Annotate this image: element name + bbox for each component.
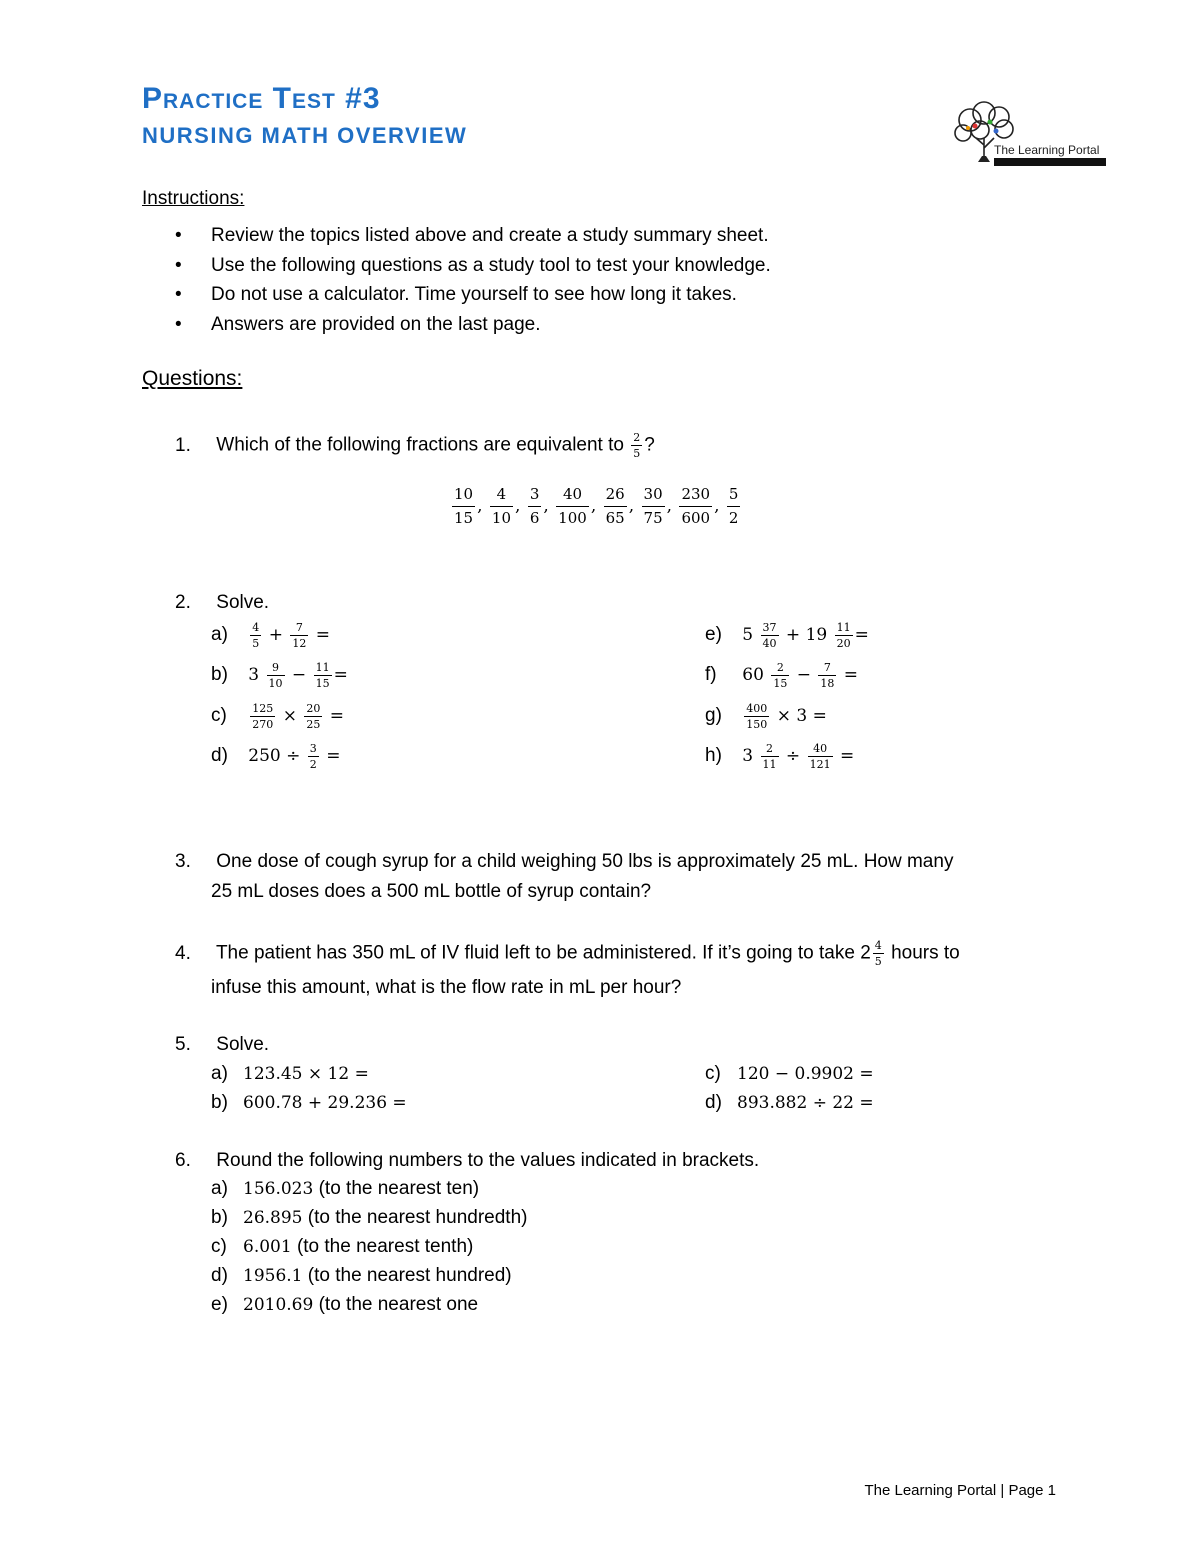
question-text: Round the following numbers to the values indicated in brackets. [216, 1150, 760, 1171]
question-1: 1. Which of the following fractions are equivalent to $\frac{2}{5}$ ? [175, 431, 655, 460]
question-2 [175, 592, 269, 614]
q2-item-a: a) $\frac{4}{5}$ + $\frac{7}{12}$ = [211, 621, 330, 650]
fraction: $\frac{9}{10}$ [268, 661, 283, 690]
fraction: $\frac{125}{270}$ [252, 702, 274, 731]
fraction: $\frac{26}{65}$ [605, 485, 625, 527]
fraction: $\frac{5}{2}$ [728, 485, 739, 527]
question-3-line-2: 25 mL doses does a 500 mL bottle of syrup contain? [211, 881, 652, 902]
question-4: 4. The patient has 350 mL of IV fluid left to be administered. If it’s going to take 2 $\frac{4}{5}$ hours to [175, 939, 960, 968]
q2-item-d: d) 250 ÷ $\frac{3}{2}$ = [211, 742, 341, 771]
question-number: 3. [175, 851, 191, 872]
q2-item-c: c) $\frac{125}{270}$ × $\frac{20}{25}$ = [211, 702, 344, 731]
q1-fraction-list: $\frac{10}{15}$ , $\frac{4}{10}$ , $\frac{3}{6}$ , $\frac{40}{100}$ , $\frac{26}{65}$ , $\frac{30}{75}$ , $\frac{230}{600}$ , $\frac{5}{2}$ [454, 485, 739, 527]
page-footer: The Learning Portal | Page 1 [864, 1482, 1056, 1499]
list-item: • Review the topics listed above and create a study summary sheet. [175, 225, 769, 246]
question-number: 5. [175, 1034, 191, 1055]
q2-item-h: h) 3 $\frac{2}{11}$ ÷ $\frac{40}{121}$ = [705, 742, 855, 771]
fraction: $\frac{4}{5}$ [874, 939, 882, 968]
fraction: $\frac{30}{75}$ [643, 485, 663, 527]
logo-text: The Learning Portal [994, 143, 1100, 157]
q6-item-e: e) 2010.69 (to the nearest one [211, 1294, 479, 1315]
instructions-list [175, 225, 771, 343]
fraction: $\frac{11}{15}$ [315, 661, 330, 690]
fraction: $\frac{2}{5}$ [633, 431, 641, 460]
page-title [142, 82, 381, 116]
q6-item-c: c) 6.001 (to the nearest tenth) [211, 1236, 474, 1257]
fraction: $\frac{7}{12}$ [292, 621, 307, 650]
list-item: • Do not use a calculator. Time yourself to see how long it takes. [175, 284, 737, 305]
q6-item-a: a) 156.023 (to the nearest ten) [211, 1178, 480, 1199]
question-number: 6. [175, 1150, 191, 1171]
question-text: Solve. [216, 592, 270, 613]
fraction: $\frac{2}{15}$ [773, 661, 788, 690]
question-text: The patient has 350 mL of IV fluid left to be administered. If it’s going to take [215, 942, 855, 964]
fraction: $\frac{4}{5}$ [252, 621, 260, 650]
fraction: $\frac{7}{18}$ [820, 661, 835, 690]
question-5 [175, 1034, 269, 1056]
q2-item-f: f) 60 $\frac{2}{15}$ − $\frac{7}{18}$ = [705, 661, 859, 690]
fraction: $\frac{11}{20}$ [836, 621, 851, 650]
question-text: Solve. [216, 1034, 270, 1055]
learning-portal-logo [950, 100, 1110, 170]
q6-item-b: b) 26.895 (to the nearest hundredth) [211, 1207, 528, 1228]
question-4-line-2: infuse this amount, what is the flow rate in mL per hour? [211, 977, 682, 998]
question-6 [175, 1150, 759, 1172]
question-text: One dose of cough syrup for a child weighing 50 lbs is approximately 25 mL. How many [216, 851, 954, 872]
bullet-icon: • [175, 254, 182, 276]
page-subtitle: NURSING MATH OVERVIEW [142, 123, 468, 148]
bullet-icon: • [175, 284, 182, 305]
question-text: Which of the following fractions are equivalent to [216, 434, 624, 456]
fraction: $\frac{3}{2}$ [309, 742, 317, 771]
q2-item-g: g) $\frac{400}{150}$ × 3 = [705, 702, 827, 731]
q5-item-a: a) 123.45 × 12 = [211, 1063, 369, 1084]
question-3 [175, 851, 953, 873]
q2-item-e: e) 5 $\frac{37}{40}$ + 19 $\frac{11}{20}$ = [705, 621, 869, 650]
question-number: 4. [175, 942, 191, 964]
q6-item-d: d) 1956.1 (to the nearest hundred) [211, 1265, 512, 1286]
instructions-heading: Instructions: [142, 188, 245, 209]
question-number: 2. [175, 592, 191, 613]
fraction: $\frac{230}{600}$ [681, 485, 711, 527]
q5-item-c: c) 120 − 0.9902 = [705, 1063, 874, 1084]
fraction: $\frac{2}{11}$ [762, 742, 777, 771]
q2-item-b: b) 3 $\frac{9}{10}$ − $\frac{11}{15}$ = [211, 661, 348, 690]
q5-item-d: d) 893.882 ÷ 22 = [705, 1092, 874, 1113]
fraction: $\frac{10}{15}$ [454, 485, 474, 527]
fraction: $\frac{400}{150}$ [746, 702, 768, 731]
questions-heading: Questions: [142, 367, 243, 390]
q5-item-b: b) 600.78 + 29.236 = [211, 1092, 407, 1113]
bullet-icon: • [175, 225, 182, 246]
fraction: $\frac{20}{25}$ [306, 702, 321, 731]
page-title-text: Practice Test #3 [142, 82, 381, 115]
fraction: $\frac{37}{40}$ [762, 621, 777, 650]
question-number: 1. [175, 434, 191, 456]
list-item: • Answers are provided on the last page. [175, 313, 541, 335]
bullet-icon: • [175, 313, 182, 335]
fraction: $\frac{40}{121}$ [809, 742, 831, 771]
list-item: • Use the following questions as a study tool to test your knowledge. [175, 254, 771, 276]
fraction: $\frac{4}{10}$ [491, 485, 511, 527]
fraction: $\frac{40}{100}$ [558, 485, 587, 527]
fraction: $\frac{3}{6}$ [529, 485, 540, 527]
